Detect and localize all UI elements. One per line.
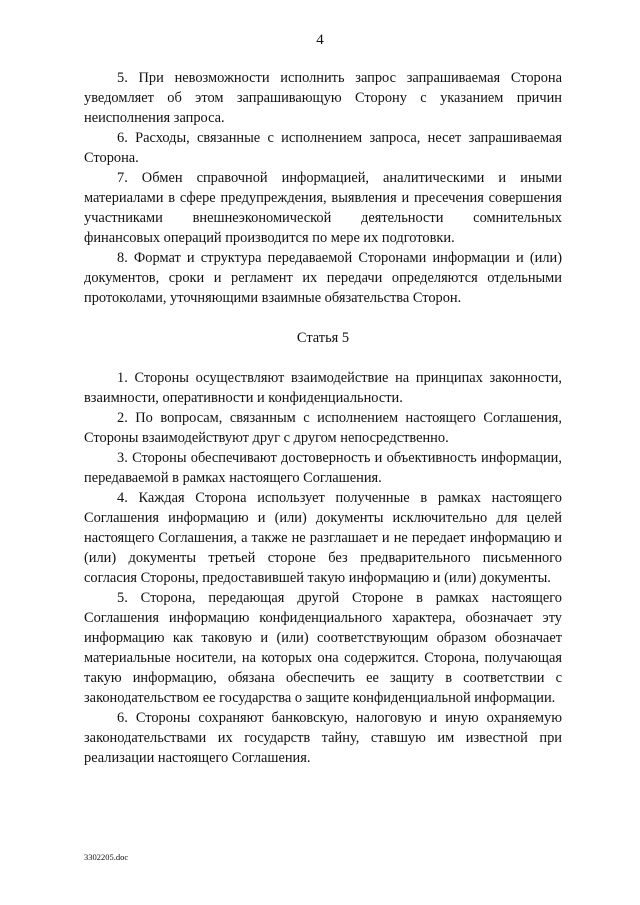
paragraph: 1. Стороны осуществляют взаимодействие на принципах законности, взаимности, оперативности и конфиденциальности. xyxy=(84,370,562,406)
article-heading: Статья 5 xyxy=(296,330,350,346)
paragraph: 6. Расходы, связанные с исполнением запроса, несет запрашиваемая Сторона. xyxy=(84,130,562,166)
paragraph: 4. Каждая Сторона использует полученные в рамках настоящего Соглашения информацию и (или) документы исключительно для целей настоящего Соглашения, а также не разглашает и не передает информацию и (или) документы третьей стороне без предварительного письменного согласия Стороны, предоставившей такую информацию и (или) документы. xyxy=(84,490,562,586)
paragraph: 3. Стороны обеспечивают достоверность и объективность информации, передаваемой в рамках настоящего Соглашения. xyxy=(84,450,562,486)
paragraph: 2. По вопросам, связанным с исполнением настоящего Соглашения, Стороны взаимодействуют друг с другом непосредственно. xyxy=(84,410,562,446)
page-number: 4 xyxy=(316,32,324,48)
paragraph: 5. Сторона, передающая другой Стороне в рамках настоящего Соглашения информацию конфиденциального характера, обозначает эту информацию как таковую и (или) соответствующим образом обозначает материальные носители, на которых она содержится. Сторона, получающая такую информацию, обязана обеспечить ее защиту в соответствии с законодательством ее государства о защите конфиденциальной информации. xyxy=(84,590,562,706)
file-name-footer: 3302205.doc xyxy=(84,852,129,862)
paragraph: 8. Формат и структура передаваемой Сторонами информации и (или) документов, сроки и регламент их передачи определяются отдельными протоколами, уточняющими взаимные обязательства Сторон. xyxy=(84,250,562,306)
paragraph: 7. Обмен справочной информацией, аналитическими и иными материалами в сфере предупреждения, выявления и пресечения совершения участниками внешнеэкономической деятельности сомнительных финансовых операций производится по мере их подготовки. xyxy=(84,170,562,246)
document-body xyxy=(84,68,562,768)
paragraph: 5. При невозможности исполнить запрос запрашиваемая Сторона уведомляет об этом запрашивающую Сторону с указанием причин неисполнения запроса. xyxy=(84,70,562,126)
paragraph: 6. Стороны сохраняют банковскую, налоговую и иную охраняемую законодательствами их государств тайну, ставшую им известной при реализации настоящего Соглашения. xyxy=(84,710,562,766)
